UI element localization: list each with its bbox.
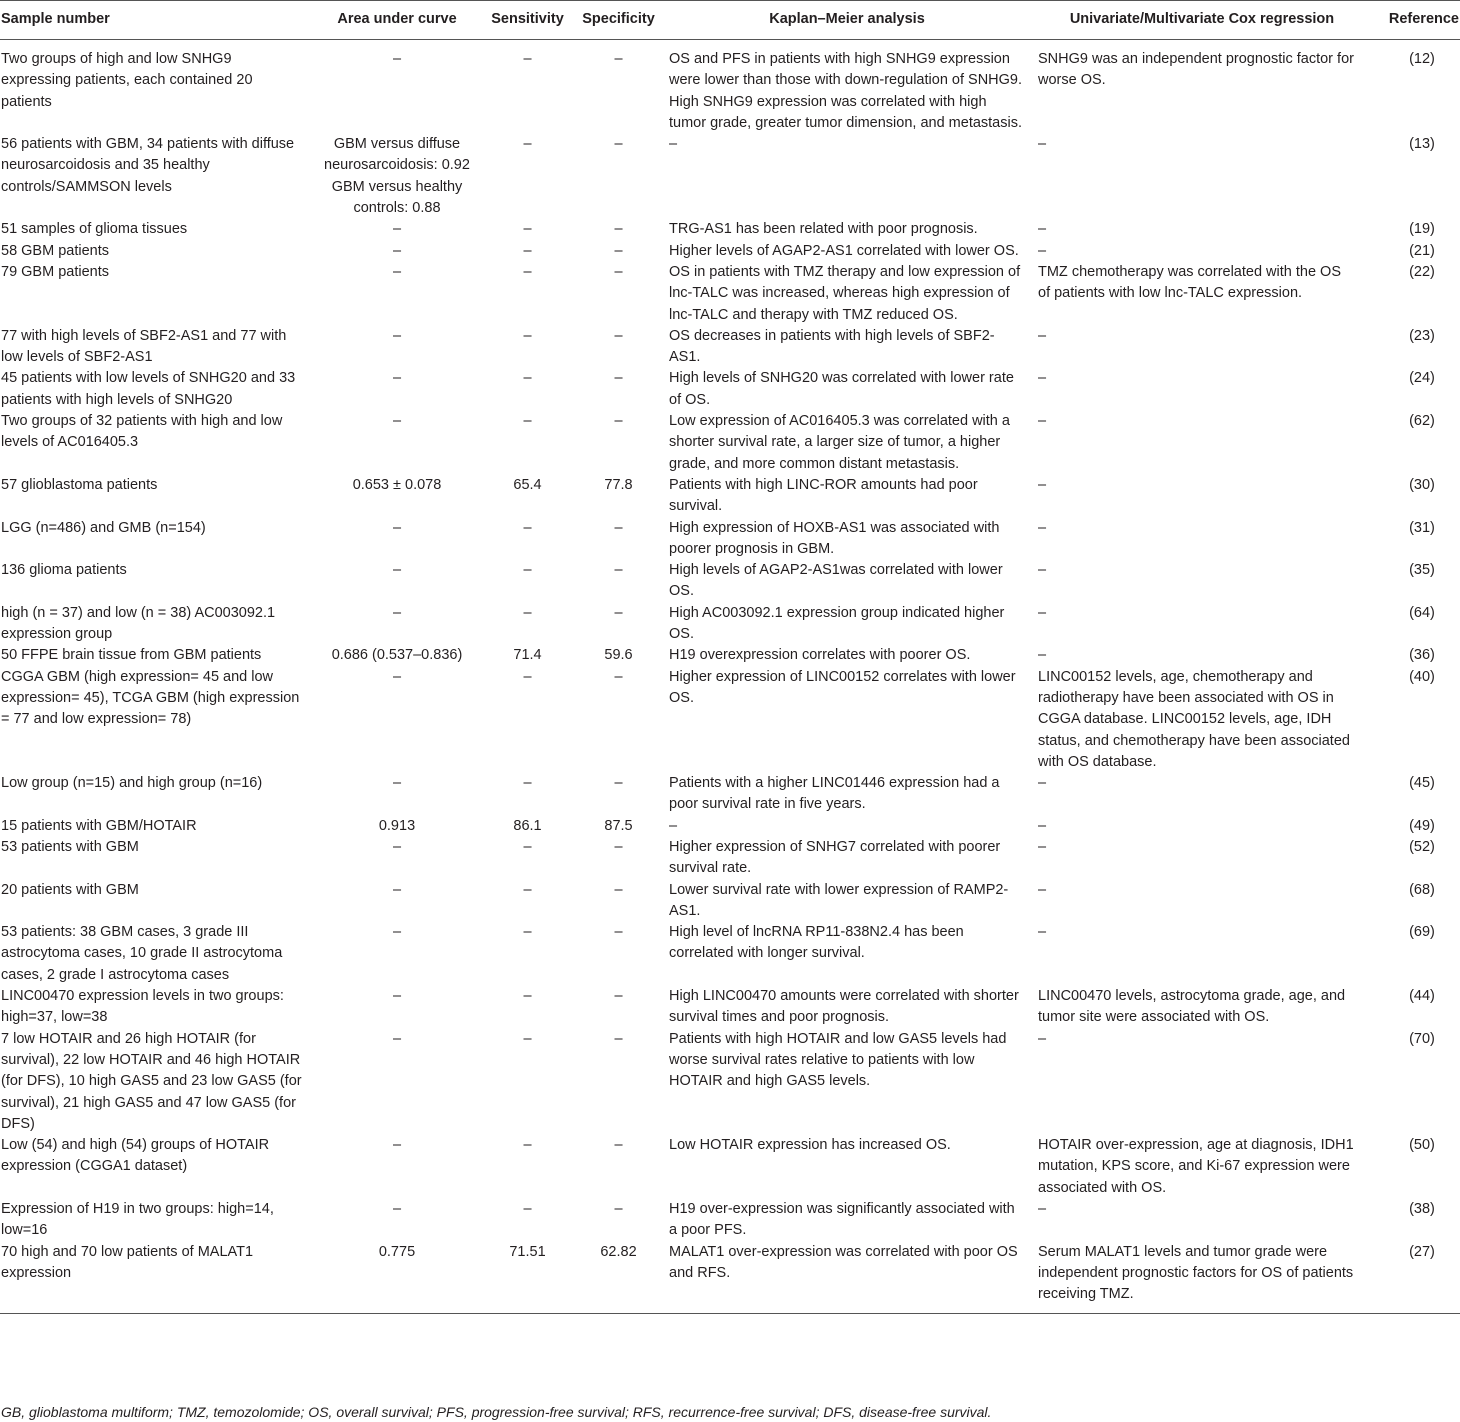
- cell-sensitivity: –: [523, 775, 532, 792]
- cell-kaplan-meier: High expression of HOXB-AS1 was associated with poorer prognosis in GBM.: [669, 519, 1000, 557]
- header-sensitivity: Sensitivity: [491, 11, 564, 28]
- cell-area-under-curve: –: [392, 668, 402, 685]
- cell-sensitivity: –: [523, 327, 532, 344]
- cell-specificity: –: [614, 881, 623, 898]
- cell-sample-number: Low group (n=15) and high group (n=16): [1, 775, 263, 792]
- table-row: [0, 560, 1460, 603]
- cell-cox-regression: –: [1038, 242, 1047, 259]
- cell-sensitivity: –: [523, 881, 532, 898]
- table-row: [0, 219, 1460, 240]
- cell-sensitivity: 65.4: [513, 476, 542, 493]
- cell-sensitivity: –: [523, 221, 532, 238]
- cell-specificity: –: [614, 519, 623, 536]
- cell-kaplan-meier: Patients with high LINC-ROR amounts had poor survival.: [669, 476, 978, 515]
- header-area-under-curve: Area under curve: [337, 11, 457, 28]
- cell-reference: (68): [1409, 881, 1435, 898]
- cell-area-under-curve: –: [392, 242, 402, 259]
- cell-cox-regression: –: [1038, 775, 1047, 792]
- table-header: [0, 1, 1460, 40]
- cell-reference: (44): [1409, 988, 1435, 1005]
- cell-sample-number: 7 low HOTAIR and 26 high HOTAIR (for survival), 22 low HOTAIR and 46 high HOTAIR (for DFS), 10 high GAS5 and 23 low GAS5 (for survival), 21 high GAS5 and 47 low GAS5 (for DFS): [1, 1030, 302, 1132]
- cell-specificity: –: [614, 1030, 623, 1047]
- cell-kaplan-meier: High AC003092.1 expression group indicated higher OS.: [669, 604, 1005, 643]
- cell-sample-number: 70 high and 70 low patients of MALAT1 expression: [1, 1243, 254, 1281]
- cell-sensitivity: –: [523, 1137, 532, 1154]
- cell-cox-regression: –: [1038, 881, 1047, 898]
- cell-reference: (36): [1409, 647, 1435, 664]
- table-row: [0, 603, 1460, 646]
- cell-sensitivity: –: [523, 562, 532, 579]
- cell-sensitivity: –: [523, 1201, 532, 1218]
- cell-sensitivity: –: [523, 51, 532, 67]
- cell-area-under-curve: –: [392, 221, 402, 238]
- cell-reference: (49): [1409, 817, 1435, 834]
- table-body: [0, 40, 1460, 1314]
- cell-specificity: –: [614, 327, 623, 344]
- cell-sensitivity: 71.4: [513, 647, 542, 664]
- cell-specificity: –: [614, 562, 623, 579]
- cell-kaplan-meier: High levels of AGAP2-AS1was correlated with lower OS.: [669, 562, 1003, 600]
- cell-kaplan-meier: Higher expression of SNHG7 correlated with poorer survival rate.: [669, 838, 1001, 877]
- cell-kaplan-meier: Lower survival rate with lower expression of RAMP2-AS1.: [669, 881, 1009, 919]
- cell-sensitivity: –: [523, 924, 532, 941]
- cell-specificity: –: [614, 136, 623, 153]
- cell-cox-regression: –: [1038, 1201, 1047, 1218]
- cell-kaplan-meier: –: [669, 817, 678, 834]
- table-row: [0, 241, 1460, 262]
- cell-specificity: –: [614, 838, 623, 855]
- cell-sample-number: 15 patients with GBM/HOTAIR: [1, 817, 197, 834]
- cell-kaplan-meier: OS in patients with TMZ therapy and low expression of lnc-TALC was increased, whereas high expression of lnc-TALC and therapy with TMZ reduced OS.: [669, 263, 1021, 323]
- cell-area-under-curve: –: [392, 775, 402, 792]
- cell-reference: (64): [1409, 604, 1435, 621]
- cell-area-under-curve: –: [392, 519, 402, 536]
- cell-kaplan-meier: High level of lncRNA RP11-838N2.4 has been correlated with longer survival.: [669, 924, 964, 962]
- cell-sample-number: LGG (n=486) and GMB (n=154): [1, 519, 206, 536]
- cell-cox-regression: SNHG9 was an independent prognostic factor for worse OS.: [1038, 51, 1354, 89]
- cell-kaplan-meier: –: [669, 136, 678, 153]
- cell-reference: (50): [1409, 1137, 1435, 1154]
- cell-sensitivity: –: [523, 838, 532, 855]
- cell-sensitivity: –: [523, 263, 532, 280]
- cell-specificity: –: [614, 51, 623, 67]
- cell-specificity: –: [614, 988, 623, 1005]
- cell-sensitivity: 86.1: [513, 817, 542, 834]
- cell-cox-regression: –: [1038, 370, 1047, 387]
- cell-cox-regression: –: [1038, 136, 1047, 153]
- cell-cox-regression: –: [1038, 327, 1047, 344]
- cell-reference: (31): [1409, 519, 1435, 536]
- cell-area-under-curve: –: [392, 263, 402, 280]
- table-row: [0, 326, 1460, 369]
- cell-reference: (23): [1409, 327, 1435, 344]
- cell-kaplan-meier: H19 over-expression was significantly associated with a poor PFS.: [669, 1201, 1015, 1239]
- cell-cox-regression: –: [1038, 647, 1047, 664]
- cell-sample-number: 45 patients with low levels of SNHG20 and 33 patients with high levels of SNHG20: [1, 370, 296, 408]
- cell-kaplan-meier: MALAT1 over-expression was correlated with poor OS and RFS.: [669, 1243, 1018, 1281]
- table-row: [0, 1029, 1460, 1135]
- cell-sample-number: 53 patients: 38 GBM cases, 3 grade III astrocytoma cases, 10 grade II astrocytoma cases, 2 grade I astrocytoma cases: [1, 924, 283, 983]
- cell-reference: (35): [1409, 562, 1435, 579]
- cell-sensitivity: –: [523, 668, 532, 685]
- table-row: [0, 475, 1460, 518]
- cell-kaplan-meier: Higher expression of LINC00152 correlates with lower OS.: [669, 668, 1016, 706]
- cell-reference: (52): [1409, 838, 1435, 855]
- cell-sample-number: 20 patients with GBM: [1, 881, 139, 898]
- cell-sensitivity: –: [523, 242, 532, 259]
- table-row: [0, 645, 1460, 666]
- cell-area-under-curve: –: [392, 1030, 402, 1047]
- cell-cox-regression: –: [1038, 519, 1047, 536]
- cell-area-under-curve: 0.686 (0.537–0.836): [331, 647, 463, 664]
- cell-cox-regression: LINC00470 levels, astrocytoma grade, age, and tumor site were associated with OS.: [1038, 988, 1346, 1026]
- cell-area-under-curve: 0.913: [378, 817, 416, 834]
- table-row: [0, 816, 1460, 837]
- cell-specificity: –: [614, 242, 623, 259]
- table-row: [0, 134, 1460, 219]
- cell-sample-number: Two groups of high and low SNHG9 expressing patients, each contained 20 patients: [1, 51, 253, 110]
- table-footnote: GB, glioblastoma multiform; TMZ, temozolomide; OS, overall survival; PFS, progression-free survival; RFS, recurrence-free survival; DFS, disease-free survival.: [1, 1404, 992, 1420]
- cell-specificity: 87.5: [604, 817, 633, 834]
- cell-specificity: –: [614, 924, 623, 941]
- header-sample-number: Sample number: [1, 11, 110, 28]
- cell-reference: (21): [1409, 242, 1435, 259]
- cell-specificity: –: [614, 413, 623, 430]
- cell-reference: (70): [1409, 1030, 1435, 1047]
- cell-area-under-curve: –: [392, 881, 402, 898]
- cell-kaplan-meier: Higher levels of AGAP2-AS1 correlated with lower OS.: [669, 242, 1019, 259]
- cell-area-under-curve: GBM versus diffuse neurosarcoidosis: 0.92 GBM versus healthy controls: 0.88: [324, 136, 470, 217]
- cell-sample-number: 53 patients with GBM: [1, 838, 139, 855]
- cell-sample-number: 51 samples of glioma tissues: [1, 221, 188, 238]
- cell-kaplan-meier: Low HOTAIR expression has increased OS.: [669, 1137, 951, 1154]
- table-row: [0, 368, 1460, 411]
- table-row: [0, 986, 1460, 1029]
- header-specificity: Specificity: [582, 11, 655, 28]
- cell-specificity: –: [614, 775, 623, 792]
- cell-sample-number: 56 patients with GBM, 34 patients with diffuse neurosarcoidosis and 35 healthy controls/SAMMSON levels: [1, 136, 295, 195]
- cell-cox-regression: –: [1038, 604, 1047, 621]
- cell-kaplan-meier: H19 overexpression correlates with poorer OS.: [669, 647, 971, 664]
- cell-cox-regression: LINC00152 levels, age, chemotherapy and radiotherapy have been associated with OS in CGGA database. LINC00152 levels, age, IDH status, and chemotherapy have been associated with OS database.: [1038, 668, 1350, 770]
- cell-cox-regression: –: [1038, 562, 1047, 579]
- cell-specificity: –: [614, 1137, 623, 1154]
- table-row: [0, 880, 1460, 923]
- cell-kaplan-meier: OS and PFS in patients with high SNHG9 expression were lower than those with down-regulation of SNHG9. High SNHG9 expression was correlated with high tumor grade, greater tumor dimension, and metastasis.: [669, 51, 1023, 131]
- cell-cox-regression: –: [1038, 413, 1047, 430]
- cell-area-under-curve: –: [392, 924, 402, 941]
- cell-sensitivity: –: [523, 1030, 532, 1047]
- header-kaplan-meier: Kaplan–Meier analysis: [769, 11, 925, 28]
- cell-specificity: –: [614, 668, 623, 685]
- cell-sample-number: high (n = 37) and low (n = 38) AC003092.1 expression group: [1, 604, 276, 643]
- table-row: [0, 1135, 1460, 1199]
- cell-sample-number: 57 glioblastoma patients: [1, 476, 158, 493]
- cell-sensitivity: –: [523, 136, 532, 153]
- cell-sensitivity: –: [523, 370, 532, 387]
- cell-reference: (69): [1409, 924, 1435, 941]
- cell-specificity: –: [614, 263, 623, 280]
- cell-cox-regression: –: [1038, 476, 1047, 493]
- cell-area-under-curve: –: [392, 838, 402, 855]
- cell-sample-number: CGGA GBM (high expression= 45 and low expression= 45), TCGA GBM (high expression = 77 and low expression= 78): [1, 668, 300, 728]
- cell-cox-regression: Serum MALAT1 levels and tumor grade were independent prognostic factors for OS of patients receiving TMZ.: [1038, 1243, 1354, 1303]
- header-reference: Reference: [1388, 11, 1459, 28]
- cell-reference: (30): [1409, 476, 1435, 493]
- cell-reference: (12): [1409, 51, 1435, 67]
- cell-reference: (38): [1409, 1201, 1435, 1218]
- cell-reference: (45): [1409, 775, 1435, 792]
- cell-reference: (13): [1409, 136, 1435, 153]
- cell-area-under-curve: –: [392, 1201, 402, 1218]
- cell-kaplan-meier: OS decreases in patients with high levels of SBF2-AS1.: [669, 327, 995, 366]
- cell-area-under-curve: –: [392, 604, 402, 621]
- cell-area-under-curve: –: [392, 370, 402, 387]
- cell-sample-number: 77 with high levels of SBF2-AS1 and 77 with low levels of SBF2-AS1: [1, 327, 287, 366]
- cell-reference: (27): [1409, 1243, 1435, 1260]
- cell-kaplan-meier: TRG-AS1 has been related with poor prognosis.: [669, 221, 978, 238]
- table-row: [0, 667, 1460, 773]
- cell-area-under-curve: –: [392, 51, 402, 67]
- cell-specificity: –: [614, 221, 623, 238]
- cell-area-under-curve: –: [392, 327, 402, 344]
- table-row: [0, 773, 1460, 816]
- cell-cox-regression: –: [1038, 924, 1047, 941]
- cell-specificity: –: [614, 370, 623, 387]
- cell-kaplan-meier: Patients with high HOTAIR and low GAS5 levels had worse survival rates relative to patients with low HOTAIR and high GAS5 levels.: [669, 1030, 1007, 1090]
- cell-sensitivity: –: [523, 604, 532, 621]
- cell-sample-number: 79 GBM patients: [1, 263, 109, 280]
- cell-cox-regression: TMZ chemotherapy was correlated with the OS of patients with low lnc-TALC expression.: [1038, 263, 1342, 302]
- cell-reference: (24): [1409, 370, 1435, 387]
- cell-cox-regression: –: [1038, 1030, 1047, 1047]
- cell-specificity: 77.8: [604, 476, 633, 493]
- cell-reference: (19): [1409, 221, 1435, 238]
- table-row: [0, 518, 1460, 561]
- header-row: [0, 1, 1460, 40]
- header-cox-regression: Univariate/Multivariate Cox regression: [1069, 11, 1335, 28]
- cell-sample-number: Expression of H19 in two groups: high=14, low=16: [1, 1201, 274, 1239]
- cell-kaplan-meier: Low expression of AC016405.3 was correlated with a shorter survival rate, a larger size of tumor, a higher grade, and more common distant metastasis.: [669, 413, 1010, 472]
- cell-sample-number: Low (54) and high (54) groups of HOTAIR expression (CGGA1 dataset): [1, 1137, 270, 1175]
- cell-sensitivity: –: [523, 519, 532, 536]
- table-row: [0, 262, 1460, 326]
- table-row: [0, 1242, 1460, 1313]
- cell-specificity: –: [614, 604, 623, 621]
- cell-kaplan-meier: High levels of SNHG20 was correlated with lower rate of OS.: [669, 370, 1014, 408]
- cell-specificity: –: [614, 1201, 623, 1218]
- table-row: [0, 922, 1460, 986]
- cell-specificity: 62.82: [600, 1243, 637, 1260]
- cell-sensitivity: 71.51: [509, 1243, 546, 1260]
- table-row: [0, 40, 1460, 135]
- cell-area-under-curve: –: [392, 1137, 402, 1154]
- cell-area-under-curve: –: [392, 988, 402, 1005]
- cell-reference: (22): [1409, 263, 1435, 280]
- cell-area-under-curve: –: [392, 562, 402, 579]
- cell-cox-regression: –: [1038, 221, 1047, 238]
- cell-sensitivity: –: [523, 988, 532, 1005]
- table-row: [0, 837, 1460, 880]
- cell-sample-number: 136 glioma patients: [1, 562, 127, 579]
- cell-kaplan-meier: High LINC00470 amounts were correlated with shorter survival times and poor prognosis.: [669, 988, 1019, 1026]
- cell-cox-regression: –: [1038, 838, 1047, 855]
- cell-cox-regression: –: [1038, 817, 1047, 834]
- cell-specificity: 59.6: [604, 647, 633, 664]
- cell-reference: (40): [1409, 668, 1435, 685]
- cell-area-under-curve: 0.775: [378, 1243, 416, 1260]
- cell-area-under-curve: 0.653 ± 0.078: [352, 476, 442, 493]
- cell-sample-number: Two groups of 32 patients with high and low levels of AC016405.3: [1, 413, 283, 451]
- cell-sample-number: LINC00470 expression levels in two groups: high=37, low=38: [1, 988, 284, 1026]
- cell-reference: (62): [1409, 413, 1435, 430]
- cell-cox-regression: HOTAIR over-expression, age at diagnosis, IDH1 mutation, KPS score, and Ki-67 expression were associated with OS.: [1038, 1137, 1354, 1196]
- cell-sample-number: 58 GBM patients: [1, 242, 109, 259]
- table-row: [0, 411, 1460, 475]
- table-row: [0, 1199, 1460, 1242]
- cell-area-under-curve: –: [392, 413, 402, 430]
- cell-sample-number: 50 FFPE brain tissue from GBM patients: [1, 647, 262, 664]
- cell-kaplan-meier: Patients with a higher LINC01446 expression had a poor survival rate in five years.: [669, 775, 1000, 813]
- cell-sensitivity: –: [523, 413, 532, 430]
